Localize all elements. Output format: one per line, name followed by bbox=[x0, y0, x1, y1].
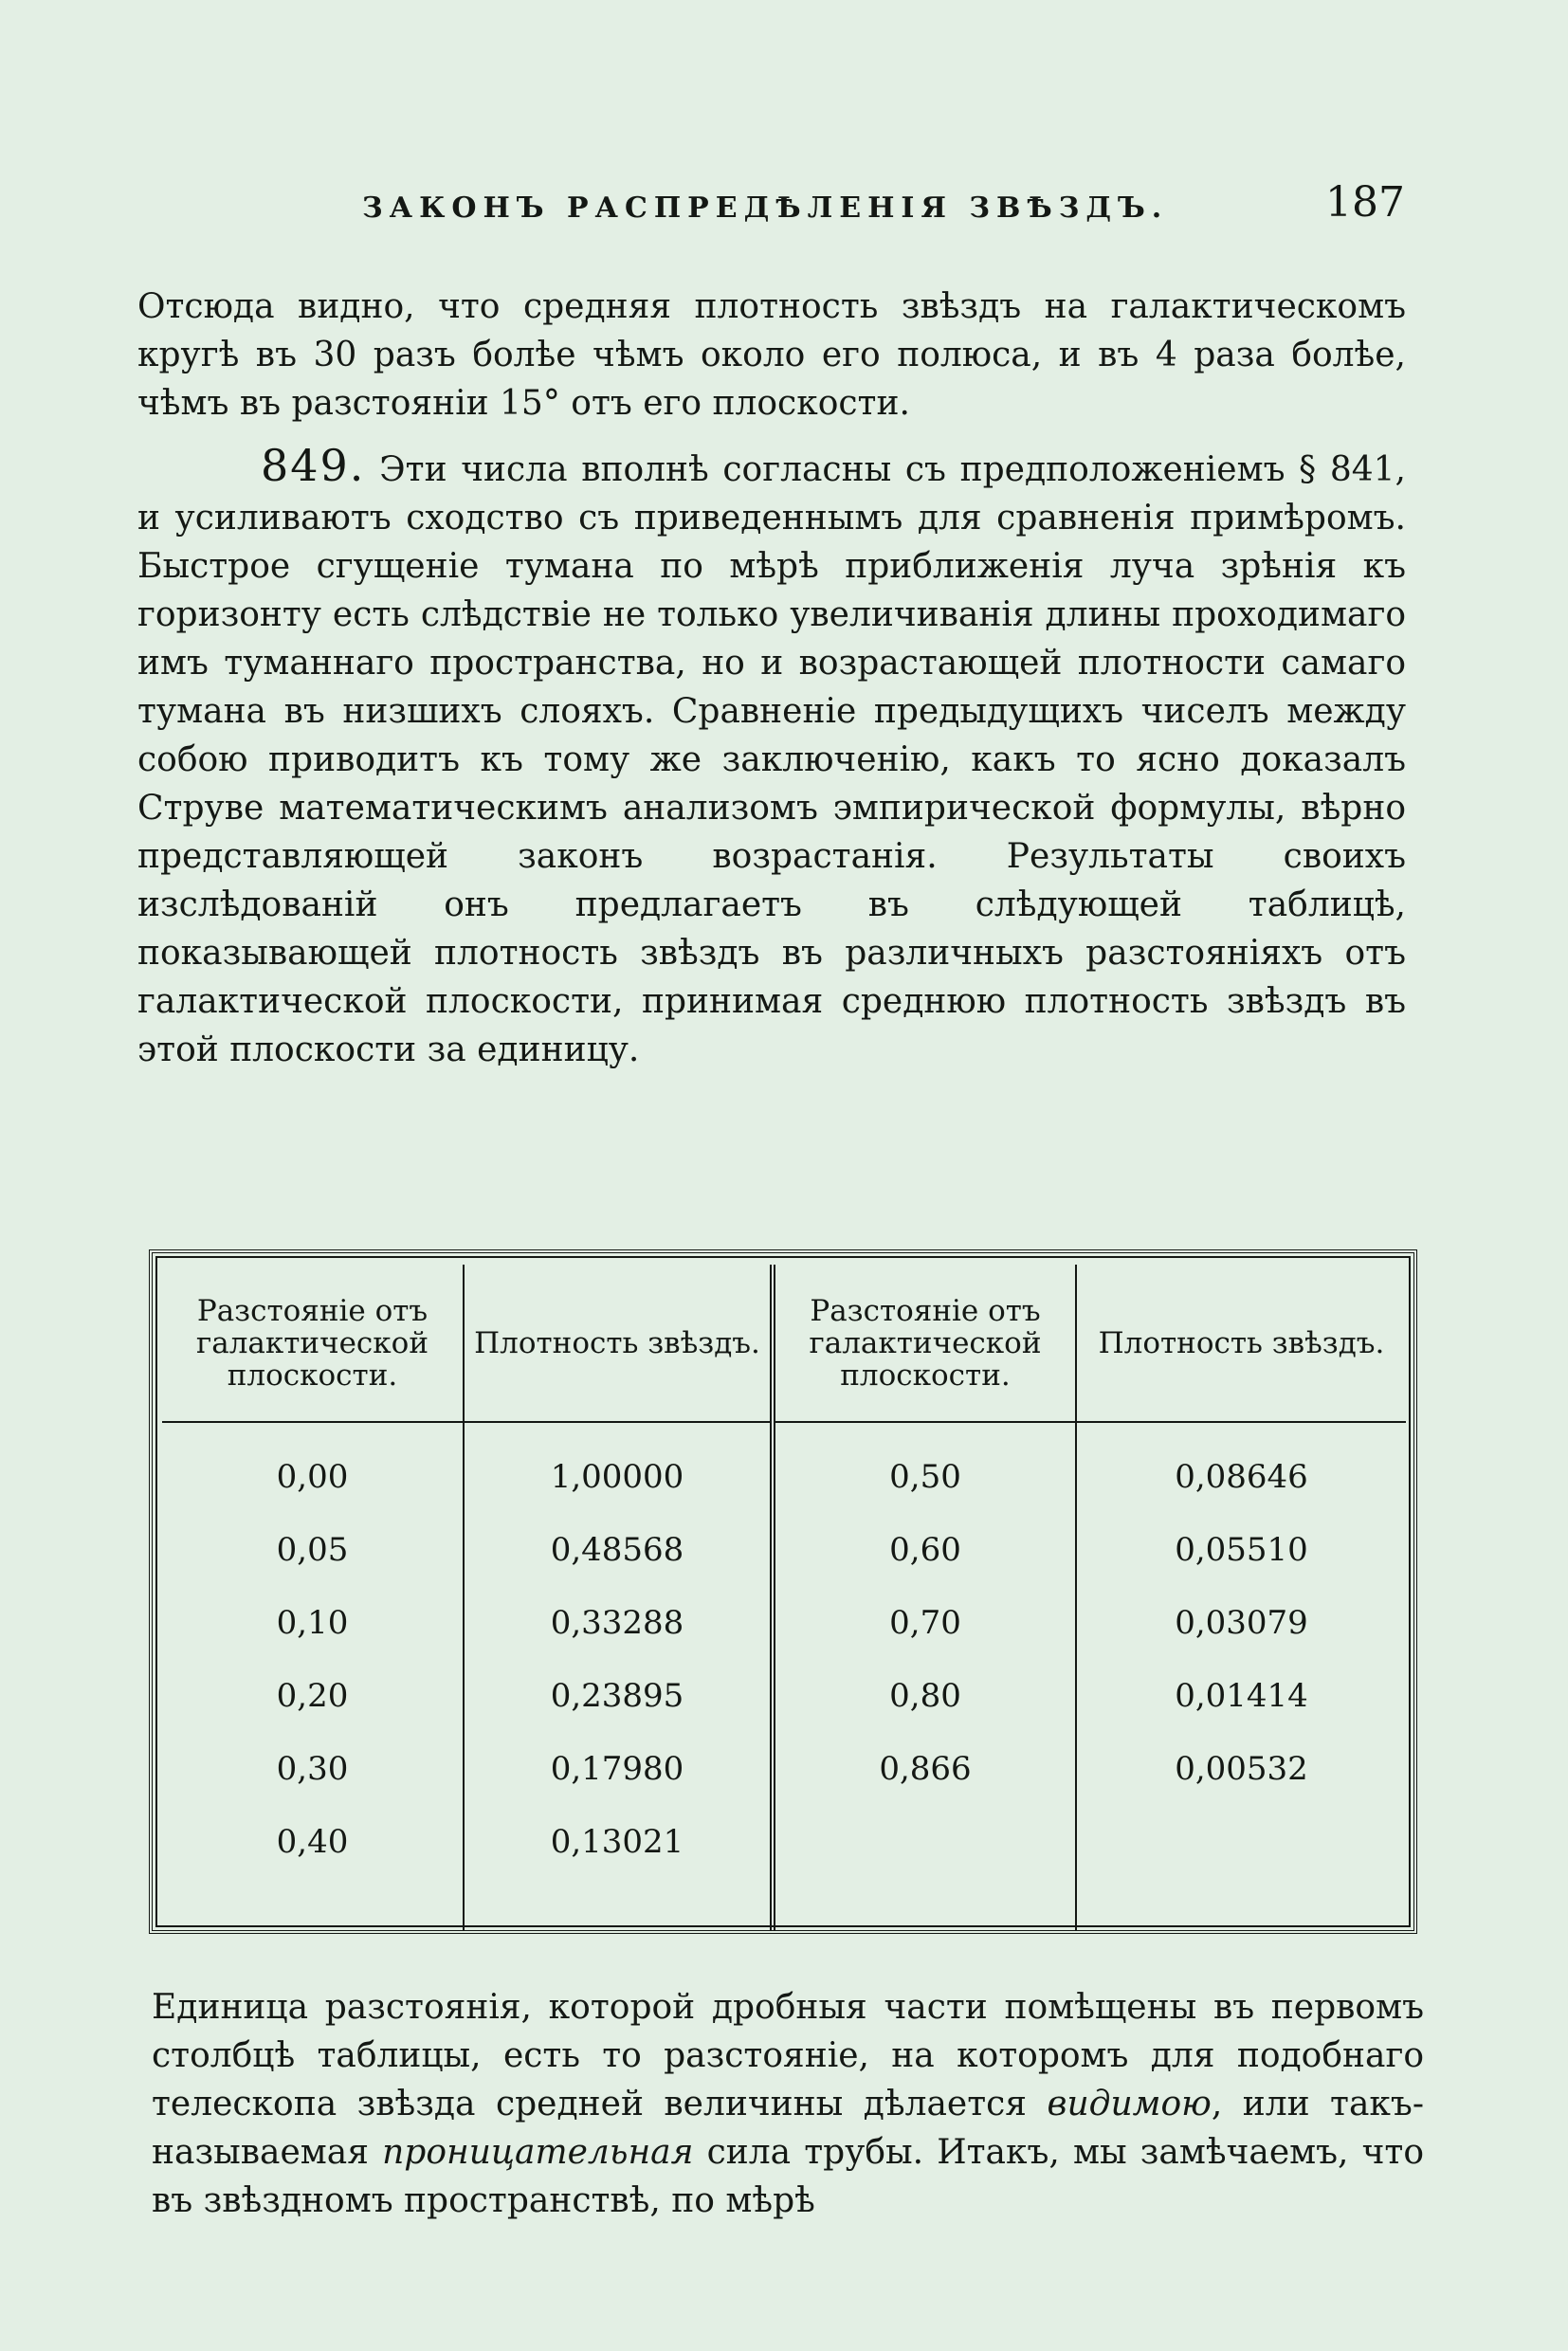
cell-distance: 0,00 bbox=[276, 1457, 349, 1496]
paragraph-3-text: , или такъ-называемая bbox=[152, 2085, 1424, 2172]
cell-density: 0,01414 bbox=[1076, 1659, 1406, 1732]
cell-distance: 0,20 bbox=[276, 1676, 349, 1715]
cell-density: 0,00532 bbox=[1076, 1732, 1406, 1805]
header-distance-2: Разстояніе отъ галактической плоскости. bbox=[773, 1265, 1076, 1422]
italic-term-penetrating: проницательная bbox=[382, 2133, 694, 2172]
cell-density: 0,08646 bbox=[1076, 1440, 1406, 1513]
paragraph-849-text: Эти числа вполнѣ согласны съ предположеніемъ § 841, и усиливаютъ сходство съ приведеннымъ для сравненія примѣромъ. Быстрое сгущеніе тумана по мѣрѣ приближенія луча зрѣнія къ горизонту есть слѣдствіе не только увеличиванія длины проходимаго имъ туманнаго пространства, но и возрастающей плотности самаго тумана въ низшихъ слояхъ. Сравненіе предыдущихъ чиселъ между собою приводитъ къ тому же заключенію, какъ то ясно доказалъ Струве математическимъ анализомъ эмпирической формулы, вѣрно представляющей законъ возрастанія. Результаты своихъ изслѣдованій онъ предлагаетъ въ слѣдующей таблицѣ, показывающей плотность звѣздъ въ различныхъ разстояніяхъ отъ галактической плоскости, принимая среднюю плотность звѣздъ въ этой плоскости за единицу. bbox=[137, 450, 1406, 1069]
page-header bbox=[353, 178, 1405, 235]
table-row bbox=[162, 1659, 1406, 1732]
table-row bbox=[162, 1732, 1406, 1805]
cell-distance: 0,60 bbox=[773, 1513, 1076, 1586]
density-table-frame bbox=[149, 1249, 1417, 1934]
table-spacer bbox=[162, 1422, 1406, 1440]
table-header-row bbox=[162, 1265, 1406, 1422]
section-number: 849. bbox=[261, 440, 366, 491]
header-density-1: Плотность звѣздъ. bbox=[464, 1265, 773, 1422]
header-distance-1: Разстояніе отъ галактической плоскости. bbox=[162, 1265, 464, 1422]
cell-density: 0,23895 bbox=[464, 1659, 773, 1732]
cell-density: 0,48568 bbox=[464, 1513, 773, 1586]
page-number: 187 bbox=[1325, 178, 1405, 227]
star-density-table bbox=[162, 1265, 1406, 1930]
cell-distance: 0,05 bbox=[276, 1530, 349, 1569]
cell-distance: 0,50 bbox=[773, 1440, 1076, 1513]
cell-density: 0,33288 bbox=[464, 1586, 773, 1659]
paragraph-1-text: Отсюда видно, что средняя плотность звѣздъ на галактическомъ кругѣ въ 30 разъ болѣе чѣмъ около его полюса, и въ 4 раза болѣе, чѣмъ въ разстояніи 15° отъ его плоскости. bbox=[137, 287, 1406, 423]
running-title: ЗАКОНЪ РАСПРЕДѢЛЕНІЯ ЗВѢЗДЪ. bbox=[362, 191, 1169, 225]
table-row bbox=[162, 1805, 1406, 1878]
paragraph-3-text: сила трубы. Итакъ, мы замѣчаемъ, что въ звѣздномъ пространствѣ, по мѣрѣ bbox=[152, 2133, 1425, 2220]
cell-density: 1,00000 bbox=[464, 1440, 773, 1513]
cell-density: 0,13021 bbox=[464, 1805, 773, 1878]
paragraph-849 bbox=[137, 442, 1406, 1074]
table-row bbox=[162, 1586, 1406, 1659]
paragraph-3 bbox=[152, 1983, 1424, 2225]
cell-distance: 0,10 bbox=[276, 1603, 349, 1642]
italic-term-visible: видимою bbox=[1047, 2085, 1212, 2123]
table-spacer bbox=[162, 1878, 1406, 1930]
cell-density: 0,05510 bbox=[1076, 1513, 1406, 1586]
table-row bbox=[162, 1513, 1406, 1586]
paragraph-1 bbox=[137, 282, 1406, 428]
header-density-2: Плотность звѣздъ. bbox=[1076, 1265, 1406, 1422]
cell-density: 0,03079 bbox=[1076, 1586, 1406, 1659]
paragraph-3-text: Единица разстоянія, которой дробныя части помѣщены въ первомъ столбцѣ таблицы, есть то разстояніе, на которомъ для подобнаго телескопа звѣзда средней величины дѣлается bbox=[152, 1988, 1424, 2123]
cell-distance: 0,80 bbox=[773, 1659, 1076, 1732]
cell-distance: 0,40 bbox=[276, 1822, 349, 1861]
cell-density: 0,17980 bbox=[464, 1732, 773, 1805]
cell-distance: 0,866 bbox=[773, 1732, 1076, 1805]
cell-density bbox=[1076, 1805, 1406, 1878]
table-row bbox=[162, 1440, 1406, 1513]
cell-distance: 0,30 bbox=[276, 1749, 349, 1788]
cell-distance bbox=[773, 1805, 1076, 1878]
cell-distance: 0,70 bbox=[773, 1586, 1076, 1659]
